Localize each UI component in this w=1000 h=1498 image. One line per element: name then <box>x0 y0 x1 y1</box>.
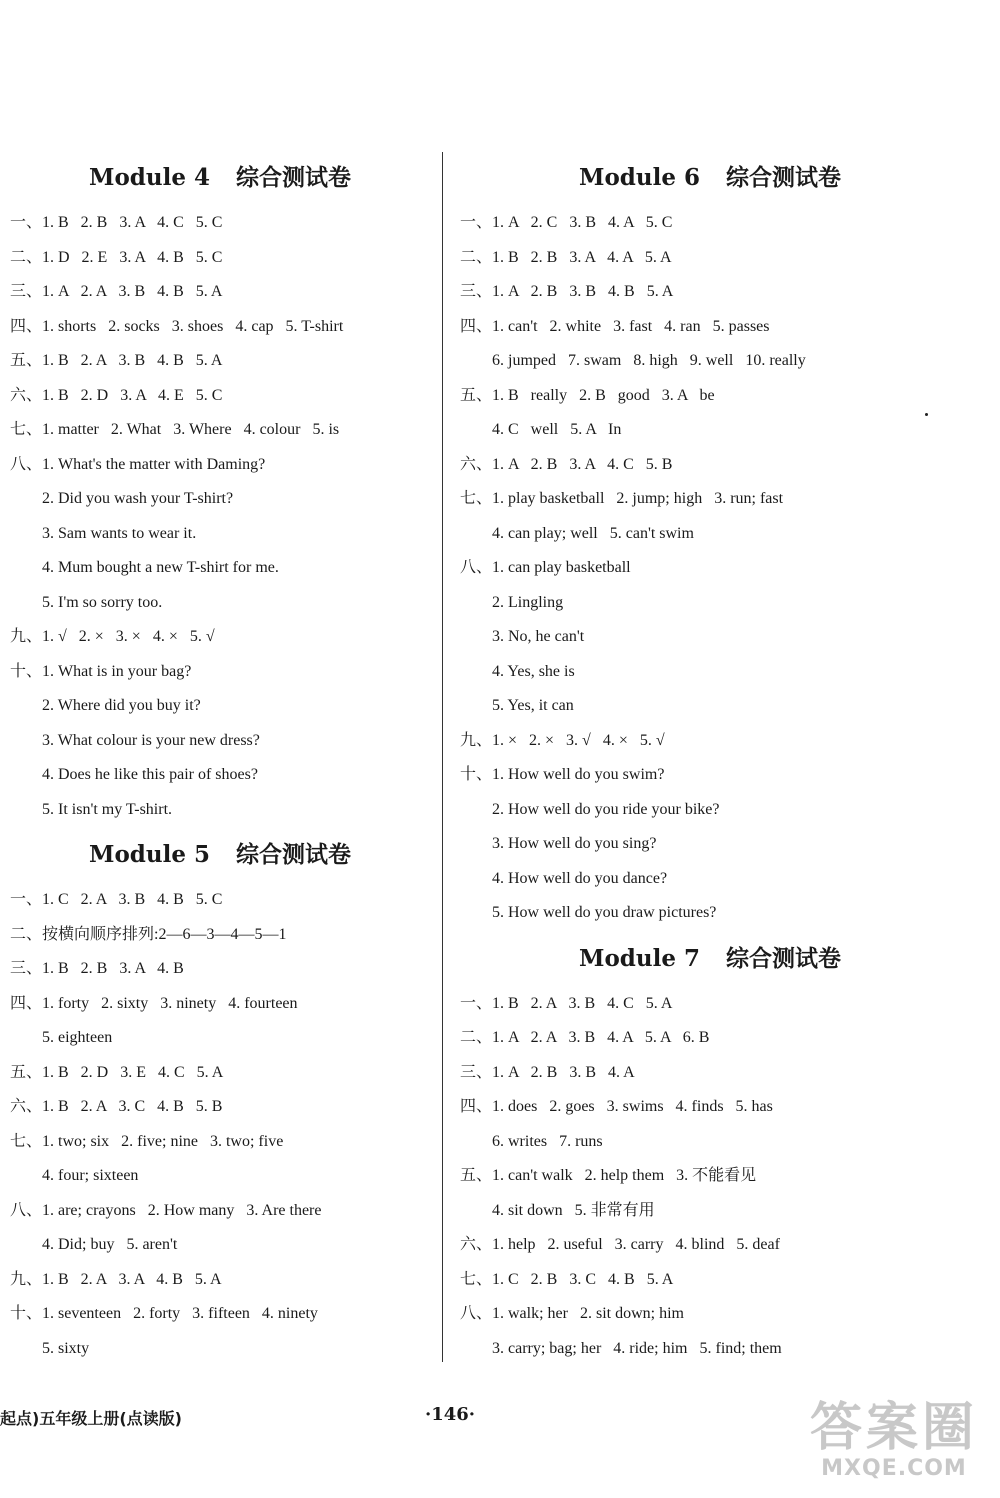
answer-line: 二、1. A 2. A 3. B 4. A 5. A 6. B <box>460 1029 710 1046</box>
answer-line: 6. jumped 7. swam 8. high 9. well 10. really <box>492 352 806 369</box>
module-number: Module 6 <box>579 164 700 191</box>
answer-line: 八、1. are; crayons 2. How many 3. Are there <box>10 1201 322 1219</box>
answer-line: 六、1. B 2. D 3. A 4. E 5. C <box>10 386 223 404</box>
answer-line: 3. carry; bag; her 4. ride; him 5. find; them <box>492 1339 782 1357</box>
answer-line: 九、1. √ 2. × 3. × 4. × 5. √ <box>10 628 215 645</box>
answer-line: 5. eighteen <box>42 1029 113 1046</box>
watermark-logo-text: 答案圈 <box>809 1398 978 1458</box>
answer-line: 4. Mum bought a new T-shirt for me. <box>42 559 279 576</box>
answer-line: 六、1. help 2. useful 3. carry 4. blind 5. deaf <box>460 1236 780 1253</box>
answer-line: 5. I'm so sorry too. <box>42 593 163 611</box>
answer-line: 2. How well do you ride your bike? <box>492 800 720 818</box>
watermark <box>810 1400 978 1481</box>
answer-line: 四、1. can't 2. white 3. fast 4. ran 5. passes <box>460 317 770 335</box>
answer-line: 4. four; sixteen <box>42 1167 139 1184</box>
answer-line: 四、1. forty 2. sixty 3. ninety 4. fourteen <box>10 994 298 1012</box>
answer-line: 5. Yes, it can <box>492 697 574 714</box>
book-label: 起点)五年级上册(点读版) <box>0 1409 182 1428</box>
answer-line: 4. Yes, she is <box>492 662 575 680</box>
answer-line: 一、1. C 2. A 3. B 4. B 5. C <box>10 891 223 908</box>
answer-line: 四、1. shorts 2. socks 3. shoes 4. cap 5. T-shirt <box>10 317 344 335</box>
answer-line: 二、1. B 2. B 3. A 4. A 5. A <box>460 248 672 266</box>
module-title: 综合测试卷 <box>236 841 351 868</box>
module-title: 综合测试卷 <box>726 164 841 191</box>
answer-line: 4. Did; buy 5. aren't <box>42 1236 178 1253</box>
answer-line: 五、1. B 2. A 3. B 4. B 5. A <box>10 352 223 369</box>
answer-line: 七、1. two; six 2. five; nine 3. two; five <box>10 1132 284 1150</box>
answer-line: 九、1. × 2. × 3. √ 4. × 5. √ <box>460 731 665 749</box>
answer-line: 一、1. B 2. A 3. B 4. C 5. A <box>460 994 673 1012</box>
answer-line: 八、1. can play basketball <box>460 559 631 576</box>
answer-line: 5. How well do you draw pictures? <box>492 904 717 921</box>
answer-line: 二、1. D 2. E 3. A 4. B 5. C <box>10 248 223 266</box>
module-number: Module 5 <box>89 841 210 868</box>
answer-line: 五、1. B really 2. B good 3. A be <box>460 386 715 404</box>
answer-line: 2. Lingling <box>492 593 564 611</box>
answer-line: 七、1. play basketball 2. jump; high 3. run; fast <box>460 490 784 507</box>
answer-line: 4. can play; well 5. can't swim <box>492 524 694 542</box>
module-number: Module 7 <box>579 944 700 972</box>
answer-line: 3. How well do you sing? <box>492 835 657 852</box>
watermark-url: MXQE.COM <box>821 1456 967 1481</box>
column-divider <box>442 152 443 1362</box>
answer-line: 三、1. B 2. B 3. A 4. B <box>10 960 184 977</box>
module-heading <box>10 150 430 206</box>
answer-line: 三、1. A 2. B 3. B 4. A <box>460 1063 635 1081</box>
answer-line: 3. What colour is your new dress? <box>42 731 260 749</box>
module-heading <box>10 827 430 883</box>
answer-line: 八、1. What's the matter with Daming? <box>10 455 266 473</box>
answer-line: 2. Did you wash your T-shirt? <box>42 490 234 507</box>
answer-line: 六、1. B 2. A 3. C 4. B 5. B <box>10 1098 223 1115</box>
answer-line: 七、1. C 2. B 3. C 4. B 5. A <box>460 1270 674 1288</box>
answer-line: 八、1. walk; her 2. sit down; him <box>460 1305 684 1322</box>
answer-line: 十、1. What is in your bag? <box>10 662 192 680</box>
answer-line: 5. It isn't my T-shirt. <box>42 800 173 818</box>
module-number: Module 4 <box>89 164 210 191</box>
module-heading <box>460 150 960 206</box>
answer-line: 三、1. A 2. B 3. B 4. B 5. A <box>460 283 674 300</box>
answer-line: 3. No, he can't <box>492 628 585 645</box>
stray-dot <box>925 413 928 416</box>
answer-line: 一、1. A 2. C 3. B 4. A 5. C <box>460 214 673 231</box>
answer-line: 七、1. matter 2. What 3. Where 4. colour 5. is <box>10 421 340 438</box>
answer-line: 十、1. seventeen 2. forty 3. fifteen 4. ninety <box>10 1305 318 1322</box>
answer-line: 一、1. B 2. B 3. A 4. C 5. C <box>10 214 223 231</box>
answer-line: 五、1. can't walk 2. help them 3. 不能看见 <box>460 1167 757 1184</box>
answer-line: 2. Where did you buy it? <box>42 697 201 714</box>
right-column <box>460 150 960 1366</box>
answer-line: 九、1. B 2. A 3. A 4. B 5. A <box>10 1270 222 1288</box>
page-number: ·146· <box>424 1404 476 1425</box>
answer-line: 五、1. B 2. D 3. E 4. C 5. A <box>10 1063 224 1081</box>
answer-line: 六、1. A 2. B 3. A 4. C 5. B <box>460 455 673 473</box>
module-title: 综合测试卷 <box>236 164 351 191</box>
answer-line: 4. How well do you dance? <box>492 869 668 887</box>
answer-line: 6. writes 7. runs <box>492 1132 603 1150</box>
answer-line: 三、1. A 2. A 3. B 4. B 5. A <box>10 283 223 300</box>
answer-line: 四、1. does 2. goes 3. swims 4. finds 5. has <box>460 1098 773 1115</box>
answer-line: 3. Sam wants to wear it. <box>42 524 197 542</box>
answer-line: 5. sixty <box>42 1339 90 1357</box>
answer-line: 十、1. How well do you swim? <box>460 766 665 783</box>
answer-line: 4. sit down 5. 非常有用 <box>492 1201 655 1219</box>
answer-line: 4. Does he like this pair of shoes? <box>42 766 258 783</box>
answer-line: 4. C well 5. A In <box>492 421 622 438</box>
module-title: 综合测试卷 <box>726 944 841 972</box>
left-column <box>10 150 430 1366</box>
module-heading <box>460 931 960 987</box>
answer-line: 二、按横向顺序排列:2—6—3—4—5—1 <box>10 925 287 943</box>
